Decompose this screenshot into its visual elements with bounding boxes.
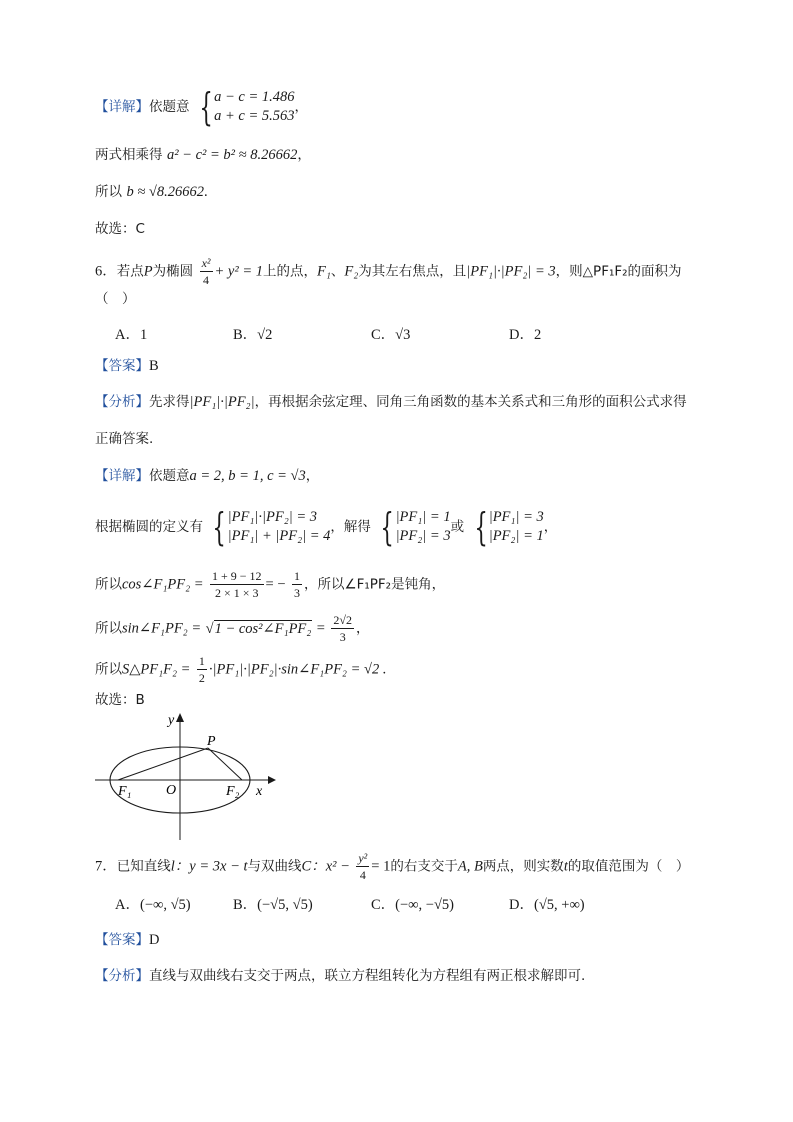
equation-row: a + c = 5.563 <box>214 108 295 124</box>
choice-a: A．1 <box>115 327 148 343</box>
point-p-label: P <box>207 734 216 749</box>
q6-paren: （ ） <box>95 291 136 307</box>
x-label: x <box>256 784 263 799</box>
segment-pf2 <box>208 748 242 780</box>
equation-system: { |PF₁|·|PF₂| = 3 |PF₁| + |PF₂| = 4 <box>212 505 331 549</box>
equation-row: a − c = 1.486 <box>214 89 295 105</box>
choice-c: C．(−∞, −√5) <box>371 897 454 913</box>
fraction: $\frac{1 + 9 - 12}{2 \times 1 \times 3}$ <box>212 569 262 600</box>
q7-analysis-line: 【分析】直线与双曲线右支交于两点，联立方程组转化为方程组有两正根求解即可. <box>95 968 586 984</box>
q6-detail-line: 【详解】依题意a = 2, b = 1, c = √3， <box>95 468 320 484</box>
origin-label: O <box>166 783 177 798</box>
focus-f1-label: F₁ <box>118 784 132 799</box>
math-expression: a² − c² = b² ≈ 8.26662 <box>166 147 298 163</box>
q5-choose-line: 故选：C <box>95 221 145 237</box>
x-axis-arrow-icon <box>268 776 276 784</box>
y-axis-arrow-icon <box>176 713 184 722</box>
fraction: $\frac{\text{x²}}{4}$ <box>201 256 211 287</box>
choice-a: A．(−∞, √5) <box>115 897 191 913</box>
q6-area-line: 所以S△PF₁F₂ = $\frac{1}{2}$ ·|PF₁|·|PF₂|·sin∠F₁PF₂ = √2 . <box>95 654 387 685</box>
q5-so-line: 所以 b ≈ √8.26662. <box>95 184 208 200</box>
q6-definition-line: 根据椭圆的定义有 { |PF₁|·|PF₂| = 3 |PF₁| + |PF₂| = 4 ，解得 { |PF₁| = 1 |PF₂| = 3 或 { |PF₁| = 3 |PF₂| = 1 ， <box>95 505 558 549</box>
math-expression: b ≈ √8.26662 <box>126 184 204 200</box>
fraction: $\frac{2√2}{3}$ <box>333 613 353 644</box>
y-label: y <box>168 713 175 728</box>
choice-b: B．(−√5, √5) <box>233 897 313 913</box>
fraction: $\frac{1}{3}$ <box>293 569 300 600</box>
ellipse-figure <box>90 710 280 845</box>
choice-d: D．(√5, +∞) <box>509 897 585 913</box>
detail-intro: 依题意 <box>149 99 190 115</box>
q6-cos-line: 所以cos∠F₁PF₂ = $\frac{1 + 9 - 12}{2 \times 1 \times 3}$ = − $\frac{1}{3}$ ，所以∠F₁PF₂是钝角， <box>95 569 446 600</box>
detail-tag: 【详解】 <box>95 99 149 115</box>
q7-answer-line <box>95 930 159 950</box>
answer-tag: 【答案】 <box>95 932 149 948</box>
detail-tag: 【详解】 <box>95 468 149 484</box>
choice-d: D．2 <box>509 327 542 343</box>
focus-f2-label: F₂ <box>226 784 240 799</box>
choice-b: B．√2 <box>233 327 273 343</box>
q6-sin-line: 所以sin∠F₁PF₂ = √1 − cos²∠F₁PF₂ = $\frac{2√2}{3}$ ， <box>95 613 370 644</box>
equation-system: { |PF₁| = 3 |PF₂| = 1 <box>473 505 544 549</box>
answer-value: D <box>149 932 160 948</box>
q5-detail-line: 【详解】依题意 { a − c = 1.486 a + c = 5.563 ， <box>95 85 309 129</box>
question-number: 6． <box>95 263 117 280</box>
q6-choose-line: 故选：B <box>95 692 145 708</box>
q6-analysis-cont: 正确答案. <box>95 431 154 447</box>
q5-multiply-line: 两式相乘得 a² − c² = b² ≈ 8.26662， <box>95 147 311 163</box>
choice-c: C．√3 <box>371 327 411 343</box>
q6-answer-line <box>95 356 159 376</box>
analysis-tag: 【分析】 <box>95 394 149 410</box>
analysis-tag: 【分析】 <box>95 968 149 984</box>
q7-stem: 7．已知直线l：y = 3x − t与双曲线C：x² − $\frac{\text{y²}}{4}$ = 1的右支交于A, B两点，则实数t的取值范围为（ ） <box>95 851 690 882</box>
q6-stem: 6．若点P为椭圆 $\frac{\text{x²}}{4}$ + y² = 1上的点，F₁、F₂为其左右焦点，且|PF₁|·|PF₂| = 3，则△PF₁F₂的面积为 <box>95 256 682 287</box>
fraction: $\frac{\text{y²}}{4}$ <box>358 851 368 882</box>
equation-system: { |PF₁| = 1 |PF₂| = 3 <box>380 505 451 549</box>
q6-analysis-line: 【分析】先求得|PF₁|·|PF₂|，再根据余弦定理、同角三角函数的基本关系式和三角形的面积公式求得 <box>95 394 687 410</box>
fraction: $\frac{1}{2}$ <box>198 654 205 685</box>
answer-value: B <box>149 358 159 374</box>
square-root: √1 − cos²∠F₁PF₂ <box>205 620 312 637</box>
equation-system: { a − c = 1.486 a + c = 5.563 <box>199 85 295 129</box>
segment-pf1 <box>118 748 208 780</box>
question-number: 7． <box>95 858 117 875</box>
answer-tag: 【答案】 <box>95 358 149 374</box>
